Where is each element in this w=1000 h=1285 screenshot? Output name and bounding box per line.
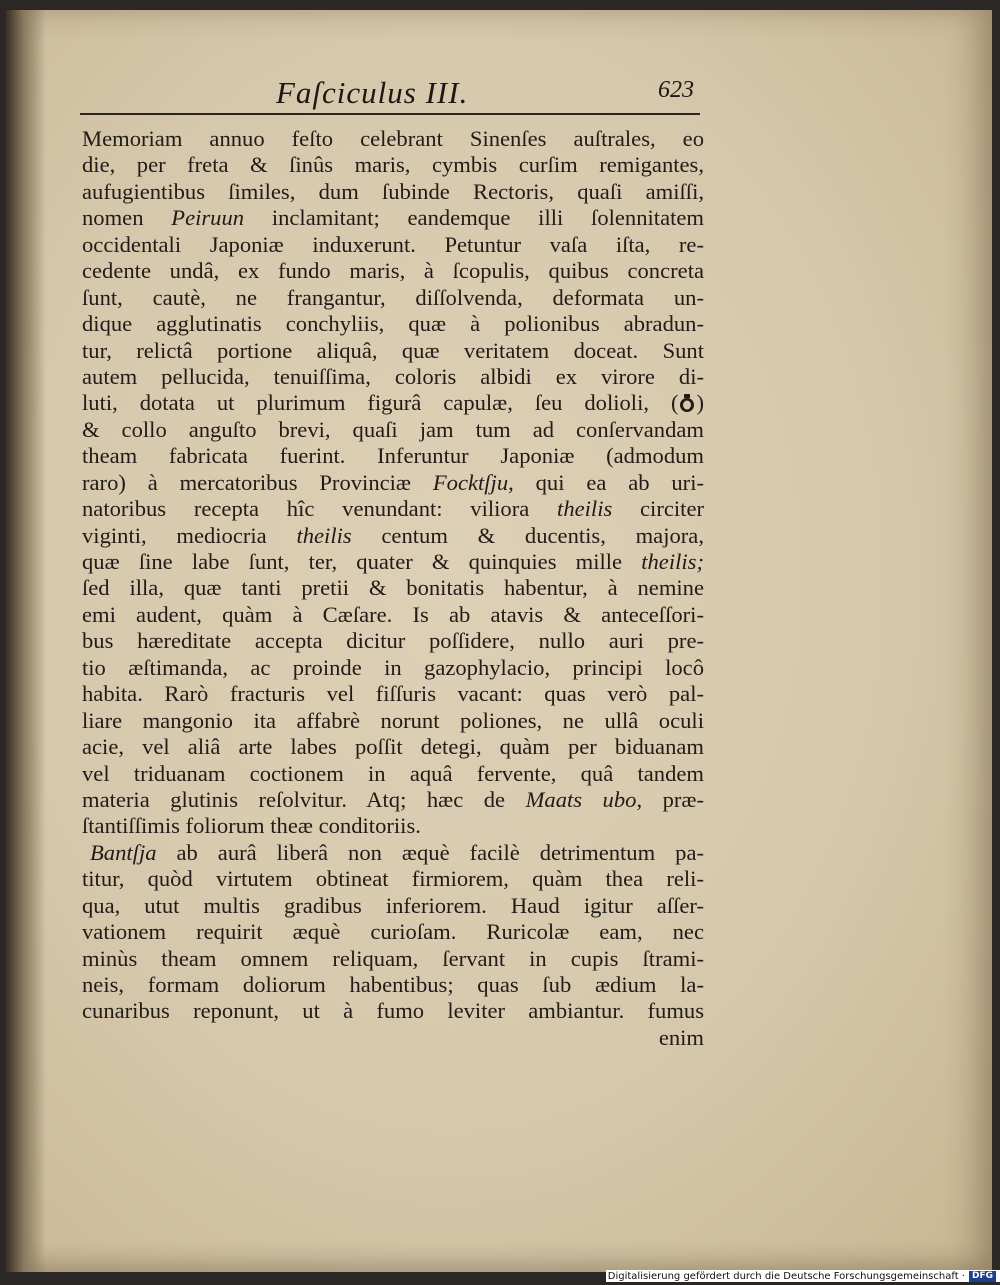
text-line (82, 840, 704, 866)
text-run: emi audent, quàm à Cæſare. Is ab atavis & anteceſſori- (82, 601, 704, 627)
paren-close: ) (696, 390, 704, 416)
text-run: occidentali Japoniæ induxerunt. Petuntur vaſa iſta, re- (82, 231, 704, 257)
text-line (82, 946, 704, 972)
text-line (82, 390, 704, 416)
text-run: tio æſtimanda, ac proinde in gazophylacio, principi locô (82, 654, 704, 680)
page-number: 623 (658, 77, 694, 103)
running-head-title: Faſciculus III. (276, 75, 469, 110)
text-run: minùs theam omnem reliquam, ſervant in cupis ſtrami- (82, 945, 704, 971)
text-line (82, 232, 704, 258)
text-run: circiter (612, 496, 704, 522)
text-line (82, 681, 704, 707)
text-line (82, 919, 704, 945)
text-run: acie, vel aliâ arte labes poſſit detegi, quàm per biduanam (82, 734, 704, 760)
text-run: cedente undâ, ex fundo maris, à ſcopulis, quibus concreta (82, 258, 704, 284)
book-page (6, 10, 992, 1272)
text-run: aufugientibus ſimiles, dum ſubinde Rectoris, quaſi amiſſi, (82, 178, 704, 204)
text-run: ab aurâ liberâ non æquè facilè detrimentum pa- (156, 839, 704, 865)
italic-term: theilis (557, 496, 613, 522)
text-line (82, 866, 704, 892)
text-line (82, 708, 704, 734)
text-run: Memoriam annuo feſto celebrant Sinenſes auſtrales, eo (82, 126, 704, 151)
text-run: materia glutinis reſolvitur. Atq; hæc de (82, 786, 526, 812)
text-run: ſunt, cautè, ne frangantur, diſſolvenda, deformata un- (82, 284, 704, 310)
text-line (82, 998, 704, 1024)
text-run: quæ ſine labe ſunt, ter, quater & quinquies mille (82, 549, 642, 574)
text-line (82, 787, 704, 813)
text-run: die, per freta & ſinûs maris, cymbis curſim remigantes, (82, 152, 704, 178)
text-run: dique agglutinatis conchyliis, quæ à polionibus abradun- (82, 311, 704, 337)
text-line (82, 972, 704, 998)
text-run: nomen (82, 205, 172, 231)
text-line (82, 470, 704, 496)
body-text (82, 126, 704, 1051)
text-line (82, 443, 704, 469)
text-line (82, 893, 704, 919)
text-line (82, 152, 704, 178)
text-line (82, 813, 704, 839)
italic-term: Peiruun (171, 205, 245, 231)
text-run: neis, formam doliorum habentibus; quas ſub ædium la- (82, 972, 704, 997)
italic-term: Maats ubo (525, 786, 637, 812)
text-line (82, 523, 704, 549)
text-line (82, 258, 704, 284)
catchword: enim (658, 1024, 704, 1050)
text-run: natoribus recepta hîc venundant: viliora (82, 496, 558, 522)
text-line (82, 338, 704, 364)
text-run: tur, relictâ portione aliquâ, quæ veritatem doceat. Sunt (82, 337, 704, 363)
text-run: theam fabricata fuerint. Inferuntur Japoniæ (admodum (82, 443, 704, 469)
text-run: raro) à mercatoribus Provinciæ (82, 469, 433, 495)
text-line (82, 417, 704, 443)
text-run: & collo anguſto brevi, quaſi jam tum ad conſervandam (82, 416, 704, 442)
text-run: autem pellucida, tenuiſſima, coloris albidi ex virore di- (82, 363, 704, 389)
text-line (82, 761, 704, 787)
dfg-logo: DFG (969, 1271, 996, 1282)
text-run: viginti, mediocria (82, 522, 297, 548)
text-run: , qui ea ab uri- (508, 469, 704, 495)
text-line (82, 628, 704, 654)
text-run: habita. Rarò fracturis vel fiſſuris vacant: quas verò pal- (82, 681, 704, 707)
text-run: ſtantiſſimis foliorum theæ conditoriis. (82, 813, 421, 839)
text-run: centum & ducentis, majora, (351, 522, 704, 548)
text-run: , præ- (636, 786, 705, 812)
text-line (82, 549, 704, 575)
text-run: ſed illa, quæ tanti pretii & bonitatis habentur, à nemine (82, 575, 704, 601)
digitization-credit: Digitalisierung gefördert durch die Deutsche Forschungsgemeinschaft · (607, 1270, 965, 1282)
italic-term: Focktſju (432, 469, 509, 495)
text-line (82, 126, 704, 152)
text-run: titur, quòd virtutem obtineat firmiorem, quàm thea reli- (82, 866, 704, 892)
text-run: qua, utut multis gradibus inferiorem. Haud igitur aſſer- (82, 892, 704, 918)
text-run: bus hæreditate accepta dicitur poſſidere, nullo auri pre- (82, 628, 704, 654)
text-line (82, 285, 704, 311)
text-run: cunaribus reponunt, ut à fumo leviter ambiantur. fumus (82, 998, 704, 1024)
text-run: vationem requirit æquè curioſam. Ruricolæ eam, nec (82, 919, 704, 945)
text-line (82, 311, 704, 337)
text-run: liare mangonio ita affabrè norunt poliones, ne ullâ oculi (82, 707, 704, 733)
italic-term: Bantſja (90, 839, 157, 865)
page-gutter-shadow (6, 10, 46, 1272)
text-line (82, 205, 704, 231)
text-line (82, 364, 704, 390)
text-line (82, 734, 704, 760)
text-run: luti, dotata ut plurimum figurâ capulæ, ſeu dolioli, ( (82, 390, 679, 416)
text-line (82, 602, 704, 628)
digitization-footer (606, 1270, 1000, 1282)
text-run: vel triduanam coctionem in aquâ fervente, quâ tandem (82, 760, 704, 786)
text-run: inclamitant; eandemque illi ſolennitatem (244, 205, 704, 231)
text-line (82, 655, 704, 681)
header-rule (80, 113, 700, 115)
text-line (82, 575, 704, 601)
italic-term: theilis (296, 522, 352, 548)
italic-term: theilis; (641, 549, 704, 574)
tea-jar-icon (678, 393, 696, 413)
text-line (82, 179, 704, 205)
text-line (82, 496, 704, 522)
